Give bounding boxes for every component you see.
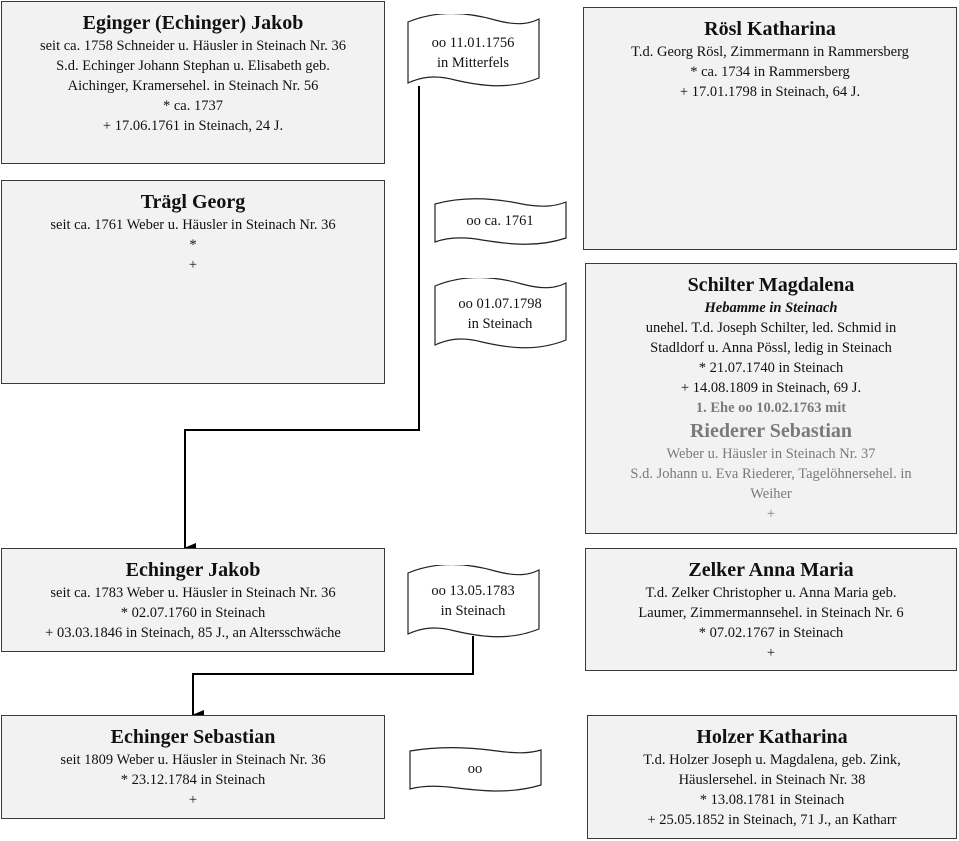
person-detail: T.d. Zelker Christopher u. Anna Maria geb. — [645, 585, 897, 601]
person-birth: * 21.07.1740 in Steinach — [698, 360, 844, 376]
marriage-banner-1783 — [407, 565, 539, 645]
person-name: Echinger Sebastian — [110, 726, 276, 748]
marriage-label: oo — [467, 761, 483, 777]
person-death: + 03.03.1846 in Steinach, 85 J., an Altersschwäche — [45, 625, 341, 641]
person-birth: * ca. 1734 in Rammersberg — [690, 64, 850, 80]
person-death: + — [188, 792, 198, 808]
marriage-banner-1756 — [407, 14, 539, 92]
person-name: Echinger Jakob — [125, 559, 261, 581]
person-birth: * — [189, 237, 197, 253]
person-detail: Laumer, Zimmermannsehel. in Steinach Nr. 6 — [638, 605, 904, 621]
person-birth: * ca. 1737 — [163, 98, 223, 114]
marriage-banner-sebastian — [409, 747, 541, 795]
person-name: Rösl Katharina — [704, 18, 836, 40]
person-name: Schilter Magdalena — [687, 274, 855, 296]
person-roesl-katharina — [583, 7, 957, 250]
person-birth: * 02.07.1760 in Steinach — [120, 605, 266, 621]
marriage-date: oo 01.07.1798 — [458, 296, 542, 312]
person-birth: * 13.08.1781 in Steinach — [699, 792, 845, 808]
marriage-date: oo 11.01.1756 — [431, 35, 515, 51]
first-marriage-label: 1. Ehe oo 10.02.1763 mit — [695, 400, 847, 416]
person-detail: seit 1809 Weber u. Häusler in Steinach Nr. 36 — [60, 752, 326, 768]
person-detail: seit ca. 1758 Schneider u. Häusler in Steinach Nr. 36 — [39, 38, 347, 54]
first-spouse-detail: S.d. Johann u. Eva Riederer, Tagelöhnersehel. in — [630, 466, 912, 482]
person-death: + 17.06.1761 in Steinach, 24 J. — [102, 118, 284, 134]
person-detail: seit ca. 1783 Weber u. Häusler in Steinach Nr. 36 — [50, 585, 336, 601]
person-detail: Aichinger, Kramersehel. in Steinach Nr. 56 — [67, 78, 319, 94]
person-death: + — [766, 645, 776, 661]
marriage-date: oo ca. 1761 — [466, 213, 534, 229]
first-spouse-death: + — [766, 506, 776, 522]
person-name: Zelker Anna Maria — [688, 559, 854, 581]
person-echinger-sebastian — [1, 715, 385, 819]
marriage-place: in Steinach — [467, 316, 533, 332]
first-spouse-detail: Weiher — [750, 486, 792, 502]
person-death: + 14.08.1809 in Steinach, 69 J. — [680, 380, 862, 396]
person-detail: T.d. Holzer Joseph u. Magdalena, geb. Zink, — [643, 752, 901, 768]
marriage-date: oo 13.05.1783 — [431, 583, 515, 599]
marriage-banner-1798 — [434, 278, 566, 352]
person-detail: unehel. T.d. Joseph Schilter, led. Schmid in — [645, 320, 897, 336]
person-holzer-katharina — [587, 715, 957, 839]
person-name: Eginger (Echinger) Jakob — [82, 12, 304, 34]
person-name: Holzer Katharina — [696, 726, 848, 748]
first-spouse-name: Riederer Sebastian — [689, 420, 853, 442]
person-troegl-georg — [1, 180, 385, 384]
person-detail: T.d. Georg Rösl, Zimmermann in Rammersberg — [631, 44, 909, 60]
person-birth: * 07.02.1767 in Steinach — [698, 625, 844, 641]
person-schilter-magdalena — [585, 263, 957, 534]
marriage-banner-1761 — [434, 198, 566, 248]
person-name: Trägl Georg — [140, 191, 246, 213]
first-spouse-detail: Weber u. Häusler in Steinach Nr. 37 — [666, 446, 876, 462]
person-death: + 17.01.1798 in Steinach, 64 J. — [679, 84, 861, 100]
person-echinger-jakob — [1, 548, 385, 652]
person-detail: Häuslersehel. in Steinach Nr. 38 — [678, 772, 866, 788]
person-birth: * 23.12.1784 in Steinach — [120, 772, 266, 788]
person-eginger-jakob — [1, 1, 385, 164]
person-role: Hebamme in Steinach — [704, 300, 838, 316]
marriage-place: in Steinach — [440, 603, 506, 619]
person-detail: Stadldorf u. Anna Pössl, ledig in Steinach — [650, 340, 892, 356]
person-zelker-anna-maria — [585, 548, 957, 671]
person-death: + 25.05.1852 in Steinach, 71 J., an Katharr — [647, 812, 897, 828]
marriage-place: in Mitterfels — [436, 55, 510, 71]
person-detail: S.d. Echinger Johann Stephan u. Elisabeth geb. — [56, 58, 330, 74]
person-detail: seit ca. 1761 Weber u. Häusler in Steinach Nr. 36 — [50, 217, 336, 233]
person-death: + — [188, 257, 198, 273]
